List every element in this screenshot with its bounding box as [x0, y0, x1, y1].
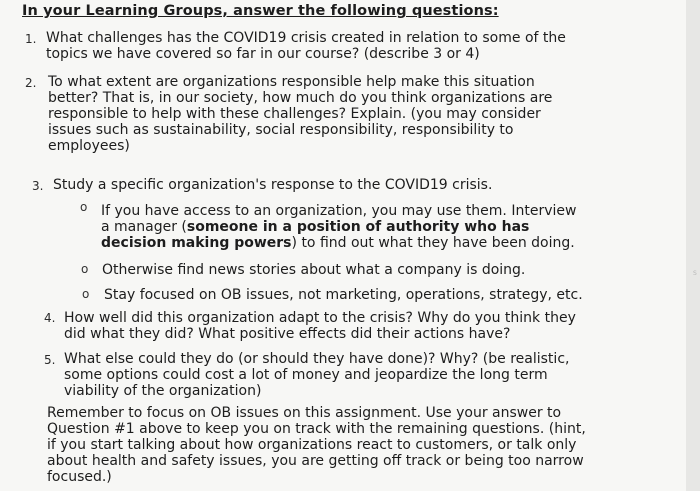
question-line: responsible to help with these challenges? Explain. (you may consider [48, 106, 541, 122]
question-line: topics we have covered so far in our course? (describe 3 or 4) [46, 46, 480, 62]
bullet-line [101, 235, 576, 251]
bullet-text-bold: decision making powers [101, 235, 292, 251]
question-line: To what extent are organizations responsible help make this situation [48, 74, 535, 90]
reminder-line: if you start talking about how organizations react to customers, or talk only [47, 437, 577, 453]
reminder-line: Question #1 above to keep you on track with the remaining questions. (hint, [47, 421, 586, 437]
question-number: 5. [44, 353, 56, 367]
bullet-marker: o [80, 200, 88, 214]
bullet-text [104, 287, 583, 303]
question-line: Study a specific organization's response to the COVID19 crisis. [53, 177, 493, 193]
bullet-text [102, 262, 525, 278]
reminder-line: Remember to focus on OB issues on this assignment. Use your answer to [47, 405, 562, 421]
question-line: What challenges has the COVID19 crisis created in relation to some of the [46, 30, 566, 46]
bullet-line [101, 219, 576, 235]
reminder-paragraph [47, 405, 587, 485]
page-title: In your Learning Groups, answer the following questions: [22, 3, 499, 19]
question-number: 3. [32, 179, 44, 193]
question-line: did what they did? What positive effects did their actions have? [64, 326, 511, 342]
bullet-line: Stay focused on OB issues, not marketing, operations, strategy, etc. [104, 287, 583, 303]
question-text [53, 177, 492, 193]
edge-mark: S [693, 270, 697, 277]
page-edge [686, 0, 700, 491]
bullet-line: Otherwise find news stories about what a company is doing. [102, 262, 526, 278]
question-text [48, 74, 552, 154]
reminder-line: about health and safety issues, you are getting off track or being too narrow [47, 453, 584, 469]
question-line: What else could they do (or should they have done)? Why? (be realistic, [64, 351, 570, 367]
reminder-line: focused.) [47, 469, 112, 485]
bullet-text [101, 203, 576, 251]
bullet-marker: o [81, 262, 89, 276]
question-line: better? That is, in our society, how much do you think organizations are [48, 90, 553, 106]
bullet-text-bold: someone in a position of authority who has [186, 219, 530, 235]
question-line: viability of the organization) [64, 383, 262, 399]
bullet-text-plain: ) to find out what they have been doing. [291, 235, 575, 251]
question-line: employees) [48, 138, 130, 154]
question-line: issues such as sustainability, social responsibility, responsibility to [48, 122, 514, 138]
question-text [64, 351, 569, 399]
bullet-line: If you have access to an organization, you may use them. Interview [101, 203, 577, 219]
question-line: some options could cost a lot of money and jeopardize the long term [64, 367, 548, 383]
bullet-marker: o [82, 287, 90, 301]
bullet-text-plain: a manager ( [101, 219, 187, 235]
question-text [46, 30, 566, 62]
question-number: 1. [25, 32, 37, 46]
question-number: 4. [44, 311, 56, 325]
question-number: 2. [25, 76, 37, 90]
question-line: How well did this organization adapt to the crisis? Why do you think they [64, 310, 576, 326]
question-text [64, 310, 576, 342]
